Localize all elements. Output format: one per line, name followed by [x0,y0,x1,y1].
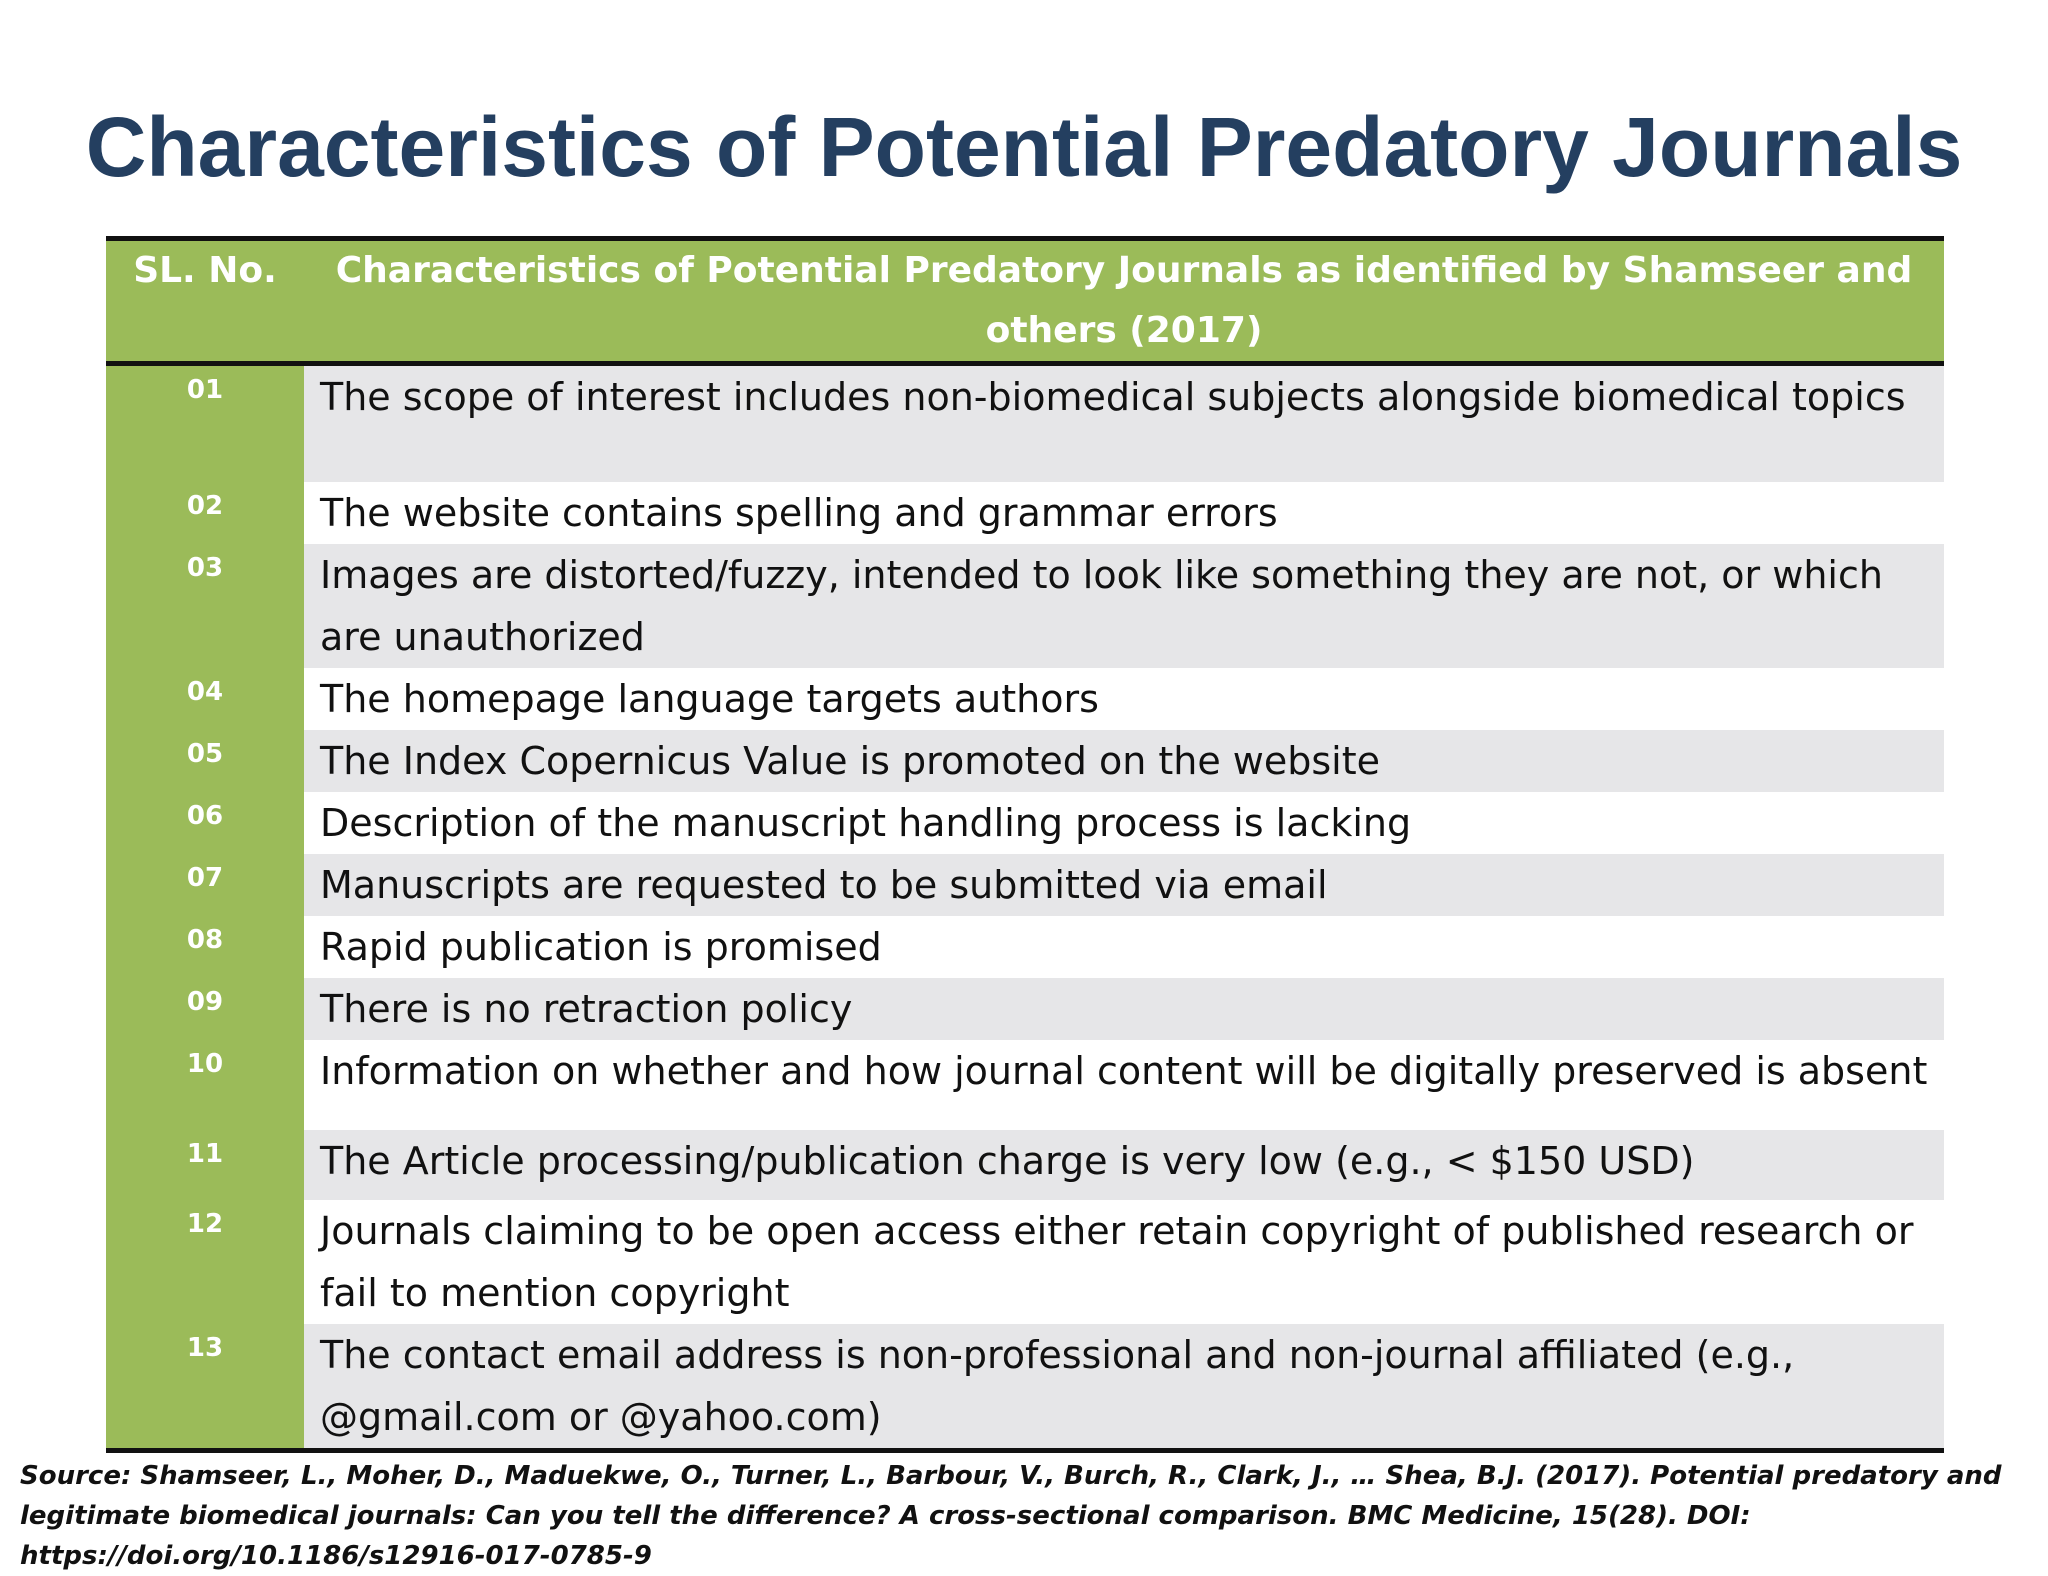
table-row [106,916,1944,978]
row-number: 12 [106,1200,304,1324]
row-number: 08 [106,916,304,978]
column-header-characteristics: Characteristics of Potential Predatory Journals as identified by Shamseer and others (2017) [304,241,1944,364]
table-row [106,544,1944,668]
table-row [106,1324,1944,1448]
row-text: The contact email address is non-professional and non-journal affiliated (e.g., @gmail.com or @yahoo.com) [304,1324,1944,1448]
row-number: 04 [106,668,304,730]
source-citation: Source: Shamseer, L., Moher, D., Maduekwe, O., Turner, L., Barbour, V., Burch, R., Clark, J., … Shea, B.J. (2017). Potential predatory and legitimate biomedical journals: Can you tell the difference? A cross-sectional comparison. BMC Medicine, 15(28). DOI: https://doi.org/10.1186/s12916-017-0785-9 [20,1461,2002,1571]
row-text: The website contains spelling and grammar errors [304,482,1944,544]
page-title: Characteristics of Potential Predatory Journals [85,100,1963,194]
row-number: 05 [106,730,304,792]
table-header-row [106,241,1944,364]
row-text: The Article processing/publication charge is very low (e.g., < $150 USD) [304,1130,1944,1200]
row-number: 10 [106,1040,304,1130]
row-number: 03 [106,544,304,668]
row-number: 13 [106,1324,304,1448]
column-header-sl-no: SL. No. [106,241,304,364]
table-row [106,364,1944,483]
characteristics-table [106,236,1944,1453]
row-text: Journals claiming to be open access either retain copyright of published research or fail to mention copyright [304,1200,1944,1324]
table-row [106,854,1944,916]
row-number: 07 [106,854,304,916]
table-row [106,1200,1944,1324]
row-text: Images are distorted/fuzzy, intended to look like something they are not, or which are unauthorized [304,544,1944,668]
row-number: 09 [106,978,304,1040]
table-row [106,1130,1944,1200]
row-number: 06 [106,792,304,854]
row-text: The scope of interest includes non-biomedical subjects alongside biomedical topics [304,364,1944,483]
table-row [106,668,1944,730]
row-text: Manuscripts are requested to be submitted via email [304,854,1944,916]
table-row [106,1040,1944,1130]
row-text: Description of the manuscript handling process is lacking [304,792,1944,854]
table-row [106,482,1944,544]
table-row [106,792,1944,854]
row-text: There is no retraction policy [304,978,1944,1040]
table-row [106,730,1944,792]
row-text: Rapid publication is promised [304,916,1944,978]
row-number: 01 [106,364,304,483]
row-text: Information on whether and how journal content will be digitally preserved is absent [304,1040,1944,1130]
row-text: The Index Copernicus Value is promoted on the website [304,730,1944,792]
table-row [106,978,1944,1040]
row-number: 02 [106,482,304,544]
row-number: 11 [106,1130,304,1200]
row-text: The homepage language targets authors [304,668,1944,730]
